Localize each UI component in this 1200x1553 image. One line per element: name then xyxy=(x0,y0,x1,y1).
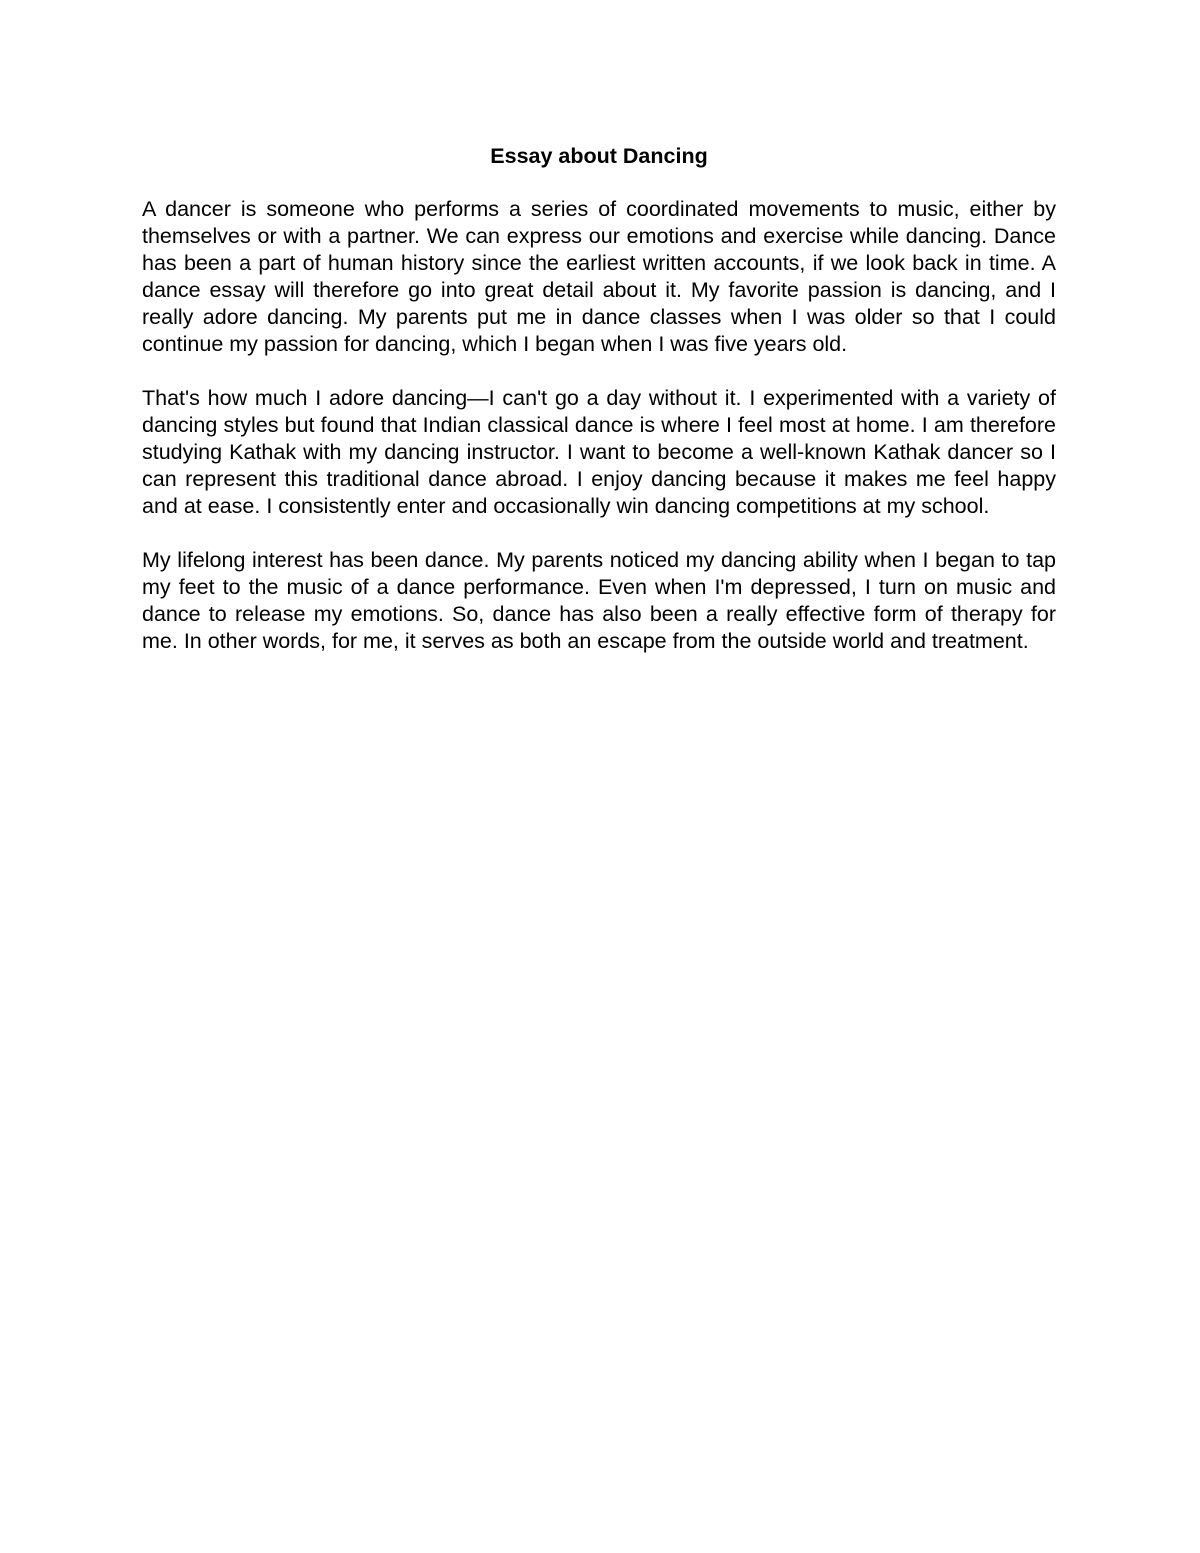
paragraph-1: A dancer is someone who performs a series of coordinated movements to music, either by themselves or with a partner. We can express our emotions and exercise while dancing. Dance has been a part of human history since the earliest written accounts, if we look back in time. A dance essay will therefore go into great detail about it. My favorite passion is dancing, and I really adore dancing. My parents put me in dance classes when I was older so that I could continue my passion for dancing, which I began when I was five years old. xyxy=(142,197,1056,356)
document-title: Essay about Dancing xyxy=(490,144,708,168)
paragraph-2: That's how much I adore dancing—I can't go a day without it. I experimented with a variety of dancing styles but found that Indian classical dance is where I feel most at home. I am therefore studying Kathak with my dancing instructor. I want to become a well-known Kathak dancer so I can represent this traditional dance abroad. I enjoy dancing because it makes me feel happy and at ease. I consistently enter and occasionally win dancing competitions at my school. xyxy=(142,386,1056,518)
document-body xyxy=(142,142,1056,682)
paragraph-3: My lifelong interest has been dance. My parents noticed my dancing ability when I began to tap my feet to the music of a dance performance. Even when I'm depressed, I turn on music and dance to release my emotions. So, dance has also been a really effective form of therapy for me. In other words, for me, it serves as both an escape from the outside world and treatment. xyxy=(142,548,1056,653)
